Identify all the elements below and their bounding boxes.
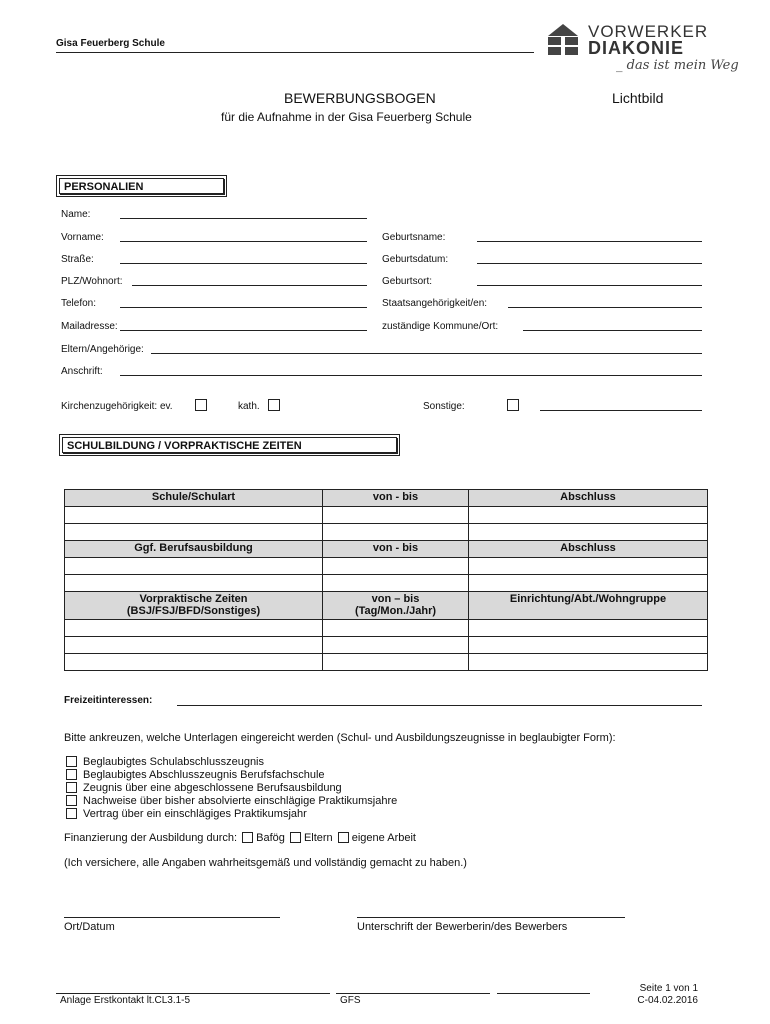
document-code: C-04.02.2016 <box>637 995 698 1006</box>
anschrift-label: Anschrift: <box>61 366 103 377</box>
diakonie-house-icon <box>544 22 582 56</box>
eltern-checkbox[interactable] <box>290 832 301 843</box>
table-row <box>65 507 708 524</box>
unterlage-checkbox[interactable] <box>66 795 77 806</box>
input-cell[interactable] <box>469 654 708 671</box>
kommune-label: zuständige Kommune/Ort: <box>382 321 499 332</box>
header-cell: von - bis <box>323 490 469 507</box>
bafoeg-label: Bafög <box>256 832 285 844</box>
unterlage-checkbox[interactable] <box>66 808 77 819</box>
list-item: Nachweise über bisher absolvierte einschlägige Praktikumsjahre <box>66 795 397 807</box>
ort-datum-field[interactable] <box>64 917 280 918</box>
unterlage-checkbox[interactable] <box>66 769 77 780</box>
input-cell[interactable] <box>65 507 323 524</box>
unterlage-checkbox[interactable] <box>66 782 77 793</box>
mail-field[interactable] <box>120 330 367 331</box>
geburtsdatum-field[interactable] <box>477 263 702 264</box>
header-rule <box>56 52 534 53</box>
eigene-arbeit-checkbox[interactable] <box>338 832 349 843</box>
table-row <box>65 637 708 654</box>
input-cell[interactable] <box>469 637 708 654</box>
list-item: Zeugnis über eine abgeschlossene Berufsausbildung <box>66 782 342 794</box>
name-field[interactable] <box>120 218 367 219</box>
table-row <box>65 654 708 671</box>
geburtsort-field[interactable] <box>477 285 702 286</box>
finanzierung-row <box>64 832 416 844</box>
sonstige-label: Sonstige: <box>423 401 465 412</box>
input-cell[interactable] <box>323 524 469 541</box>
table-row <box>65 575 708 592</box>
eltern-field[interactable] <box>151 353 702 354</box>
table-row <box>65 620 708 637</box>
input-cell[interactable] <box>469 507 708 524</box>
header-cell: von – bis (Tag/Mon./Jahr) <box>323 592 469 620</box>
kirche-kath-checkbox[interactable] <box>268 399 280 411</box>
header-cell: Vorpraktische Zeiten (BSJ/FSJ/BFD/Sonstiges) <box>65 592 323 620</box>
strasse-field[interactable] <box>120 263 367 264</box>
logo-line2: DIAKONIE <box>588 38 685 58</box>
kirche-sonstige-checkbox[interactable] <box>507 399 519 411</box>
unterlagen-intro: Bitte ankreuzen, welche Unterlagen eingereicht werden (Schul- und Ausbildungszeugnisse in beglaubigter Form): <box>64 732 616 744</box>
list-item: Beglaubigtes Abschlusszeugnis Berufsfachschule <box>66 769 325 781</box>
page-number: Seite 1 von 1 <box>639 983 698 994</box>
header-cell: von - bis <box>323 541 469 558</box>
footer-rule-right <box>497 993 590 994</box>
header-cell: Ggf. Berufsausbildung <box>65 541 323 558</box>
input-cell[interactable] <box>323 620 469 637</box>
telefon-field[interactable] <box>120 307 367 308</box>
unterschrift-field[interactable] <box>357 917 625 918</box>
ort-datum-label: Ort/Datum <box>64 921 115 933</box>
schulbildung-table <box>64 489 708 671</box>
input-cell[interactable] <box>323 637 469 654</box>
input-cell[interactable] <box>65 654 323 671</box>
header-cell: Einrichtung/Abt./Wohngruppe <box>469 592 708 620</box>
input-cell[interactable] <box>323 575 469 592</box>
header-cell: Abschluss <box>469 490 708 507</box>
logo-slogan: _ das ist mein Weg <box>616 58 739 73</box>
kirche-label: Kirchenzugehörigkeit: ev. <box>61 401 173 412</box>
unterschrift-label: Unterschrift der Bewerberin/des Bewerbers <box>357 921 568 933</box>
name-label: Name: <box>61 209 91 220</box>
eltern-label: Eltern/Angehörige: <box>61 344 144 355</box>
table-row <box>65 592 708 620</box>
freizeit-field[interactable] <box>177 705 702 706</box>
header-cell: Abschluss <box>469 541 708 558</box>
versicherung-text: (Ich versichere, alle Angaben wahrheitsgemäß und vollständig gemacht zu haben.) <box>64 857 467 869</box>
kirche-sonstige-field[interactable] <box>540 410 702 411</box>
eltern-label: Eltern <box>303 832 333 844</box>
input-cell[interactable] <box>323 654 469 671</box>
input-cell[interactable] <box>469 558 708 575</box>
input-cell[interactable] <box>469 524 708 541</box>
geburtsname-label: Geburtsname: <box>382 232 446 243</box>
form-title: BEWERBUNGSBOGEN <box>284 90 436 106</box>
vorname-field[interactable] <box>120 241 367 242</box>
input-cell[interactable] <box>65 575 323 592</box>
kirche-ev-checkbox[interactable] <box>195 399 207 411</box>
bafoeg-checkbox[interactable] <box>242 832 253 843</box>
input-cell[interactable] <box>469 575 708 592</box>
plz-field[interactable] <box>132 285 367 286</box>
freizeit-label: Freizeitinteressen: <box>64 695 153 706</box>
personalien-heading: PERSONALIEN <box>56 175 227 197</box>
staatsangehoerigkeit-field[interactable] <box>508 307 702 308</box>
table-row <box>65 558 708 575</box>
table-row <box>65 541 708 558</box>
vorwerker-logo <box>544 22 744 80</box>
list-item: Beglaubigtes Schulabschlusszeugnis <box>66 756 264 768</box>
strasse-label: Straße: <box>61 254 94 265</box>
table-row <box>65 524 708 541</box>
finanzierung-label: Finanzierung der Ausbildung durch: <box>64 832 238 844</box>
footer-rule-center <box>336 993 490 994</box>
list-item: Vertrag über ein einschlägiges Praktikumsjahr <box>66 808 307 820</box>
input-cell[interactable] <box>65 620 323 637</box>
footer-center-text: GFS <box>340 995 361 1006</box>
vorname-label: Vorname: <box>61 232 104 243</box>
geburtsdatum-label: Geburtsdatum: <box>382 254 449 265</box>
form-subtitle: für die Aufnahme in der Gisa Feuerberg Schule <box>221 110 472 124</box>
unterlage-checkbox[interactable] <box>66 756 77 767</box>
schulbildung-heading: SCHULBILDUNG / VORPRAKTISCHE ZEITEN <box>59 434 400 456</box>
footer-rule-left <box>56 993 330 994</box>
telefon-label: Telefon: <box>61 298 97 309</box>
input-cell[interactable] <box>65 524 323 541</box>
input-cell[interactable] <box>65 637 323 654</box>
kath-label: kath. <box>238 401 260 412</box>
staatsangehoerigkeit-label: Staatsangehörigkeit/en: <box>382 298 488 309</box>
mail-label: Mailadresse: <box>61 321 118 332</box>
logo-line1: VORWERKER <box>588 22 709 41</box>
plz-label: PLZ/Wohnort: <box>61 276 123 287</box>
input-cell[interactable] <box>323 558 469 575</box>
footer-left-text: Anlage Erstkontakt lt.CL3.1-5 <box>60 995 191 1006</box>
anschrift-field[interactable] <box>120 375 702 376</box>
kommune-field[interactable] <box>523 330 702 331</box>
input-cell[interactable] <box>469 620 708 637</box>
photo-label: Lichtbild <box>612 90 664 106</box>
geburtsort-label: Geburtsort: <box>382 276 433 287</box>
input-cell[interactable] <box>65 558 323 575</box>
geburtsname-field[interactable] <box>477 241 702 242</box>
header-cell: Schule/Schulart <box>65 490 323 507</box>
table-row <box>65 490 708 507</box>
input-cell[interactable] <box>323 507 469 524</box>
school-name: Gisa Feuerberg Schule <box>56 38 165 49</box>
eigene-arbeit-label: eigene Arbeit <box>351 832 416 844</box>
